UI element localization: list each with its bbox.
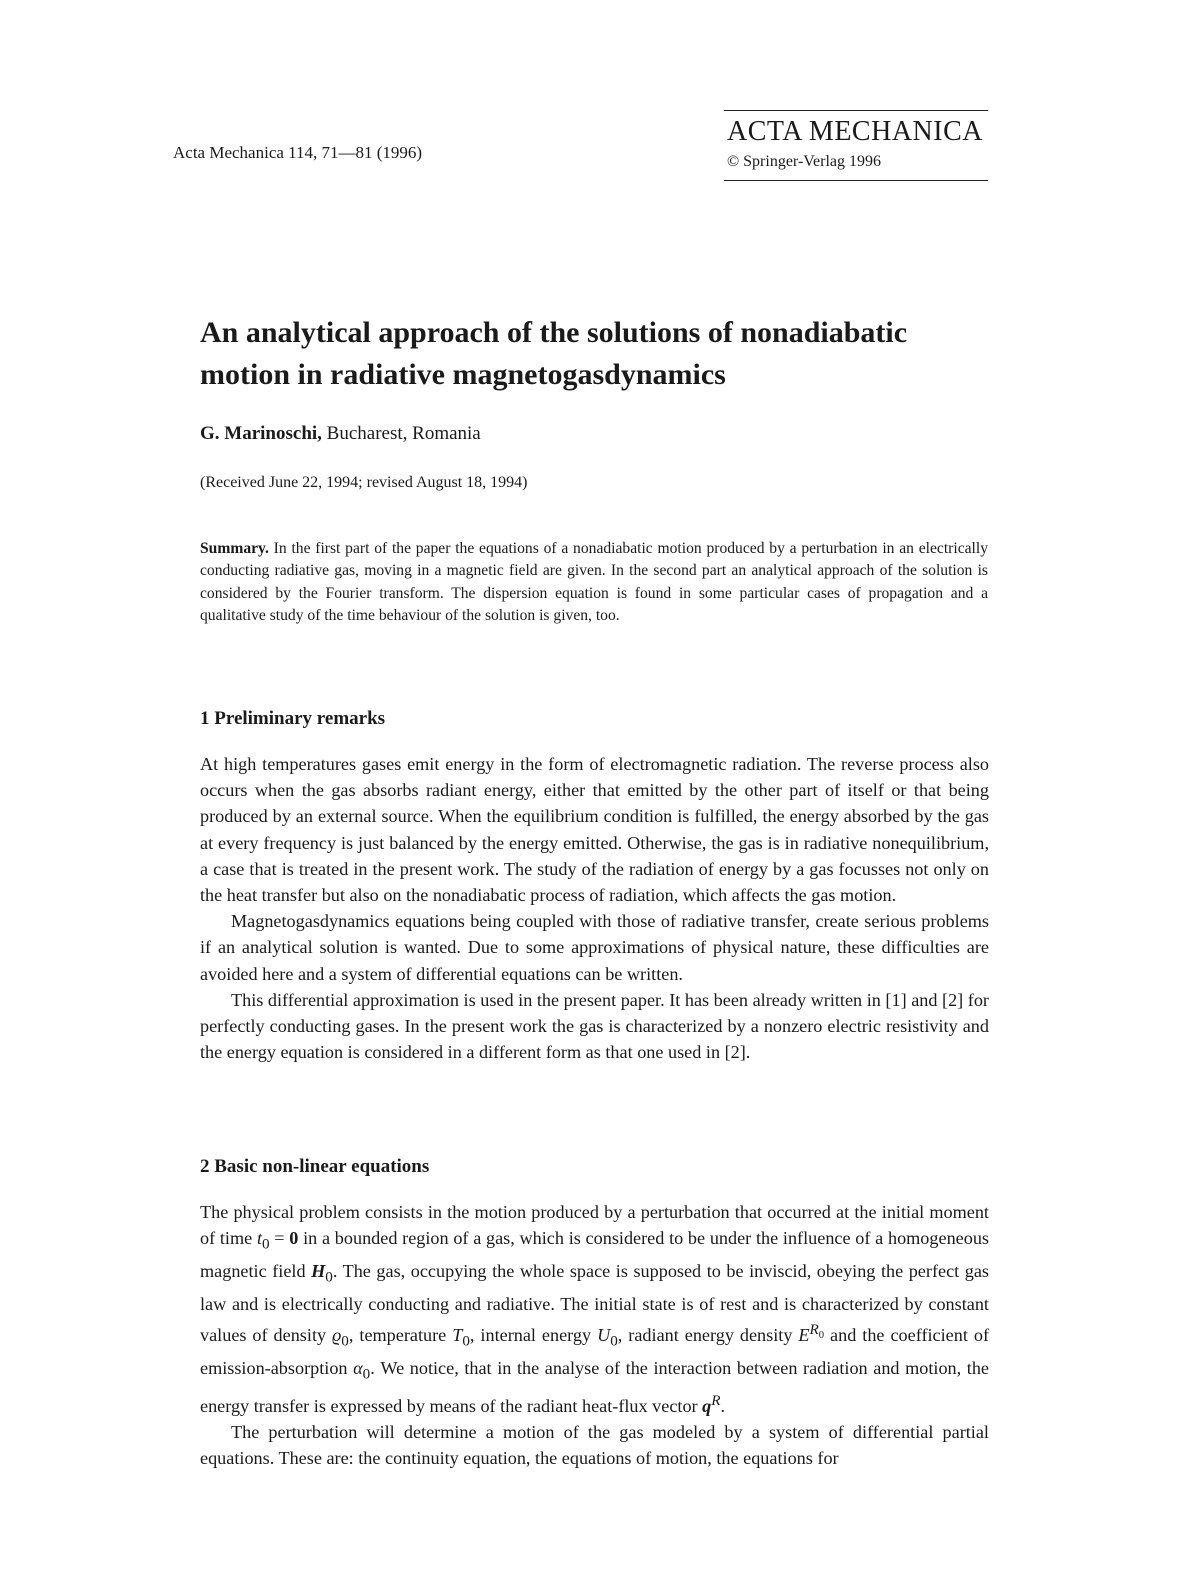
text-run: . [720, 1395, 726, 1416]
author-line [200, 423, 481, 445]
math-subscript: 0 [262, 1235, 270, 1253]
section-2-body [200, 1199, 989, 1472]
copyright-notice: © Springer-Verlag 1996 [727, 153, 882, 170]
math-subscript: 0 [362, 1365, 371, 1383]
math-symbol: U [597, 1325, 611, 1346]
summary-paragraph [200, 538, 988, 627]
summary-text: In the first part of the paper the equations of a nonadiabatic motion produced by a perturbation in an electrically conducting radiative gas, moving in a magnetic field are given. In the second part an analytical approach of the solution is considered by the Fourier transform. The dispersion equation is found in some particular cases of propagation and a qualitative study of the time behaviour of the solution is given, too. [200, 540, 988, 624]
math-symbol: H [311, 1261, 326, 1282]
math-superscript [809, 1321, 825, 1342]
author-name: G. Marinoschi, [200, 423, 322, 444]
section-1-paragraph: At high temperatures gases emit energy in the form of electromagnetic radiation. The reverse process also occurs when the gas absorbs radiant energy, either that emitted by the other part of itself or that being produced by an external source. When the equilibrium condition is fulfilled, the energy absorbed by the gas at every frequency is just balanced by the energy emitted. Otherwise, the gas is in radiative nonequilibrium, a case that is treated in the present work. The study of the radiation of energy by a gas focusses not only on the heat transfer but also on the nonadiabatic process of radiation, which affects the gas motion. [200, 754, 989, 906]
received-dates: (Received June 22, 1994; revised August 18, 1994) [200, 474, 528, 491]
math-subscript: 0 [462, 1332, 470, 1350]
math-symbol: q [702, 1395, 712, 1416]
section-1-body [200, 751, 989, 1065]
journal-name: ACTA MECHANICA [727, 116, 983, 147]
paper-title: An analytical approach of the solutions of nonadiabatic motion in radiative magnetogasdynamics [200, 316, 908, 391]
text-run: , radiant energy density [617, 1325, 799, 1346]
text-run: The physical problem consists in the motion produced by a perturbation that occurred at the initial moment of time [200, 1202, 989, 1249]
math-subscript: 0 [325, 1268, 333, 1286]
text-run: . The gas, occupying the whole space is supposed to be inviscid, obeying the perfect gas law and is electrically conducting and radiative. The initial state is of rest and is characterized by constant values of density [200, 1261, 989, 1346]
math-symbol: ϱ [332, 1325, 342, 1346]
text-run: , internal energy [469, 1325, 598, 1346]
text-run: . We notice, that in the analyse of the interaction between radiation and motion, the energy transfer is expressed by means of the radiant heat-flux vector [200, 1358, 989, 1416]
math-symbol: T [452, 1325, 463, 1346]
journal-reference: Acta Mechanica 114, 71—81 (1996) [173, 143, 423, 162]
math-symbol: 0 [289, 1228, 299, 1249]
math-subscript: 0 [610, 1332, 618, 1350]
text-run: , temperature [348, 1325, 453, 1346]
section-2-paragraph: The perturbation will determine a motion of the gas modeled by a system of differential partial equations. These are: the continuity equation, the equations of motion, the equations for [200, 1422, 989, 1469]
text-run: and the coefficient of emission-absorption [200, 1325, 990, 1378]
section-2-heading: 2 Basic non-linear equations [200, 1156, 430, 1177]
math-symbol: t [256, 1228, 262, 1249]
journal-masthead [724, 110, 988, 181]
math-subscript: 0 [818, 1330, 825, 1342]
section-1-paragraph: Magnetogasdynamics equations being coupled with those of radiative transfer, create serious problems if an analytical solution is wanted. Due to some approximations of physical nature, these difficulties are avoided here and a system of differential equations can be written. [200, 911, 989, 984]
summary-label: Summary. [200, 540, 269, 557]
math-subscript: 0 [341, 1332, 349, 1350]
math-operator: = [269, 1228, 290, 1249]
section-2-paragraph [200, 1199, 989, 1419]
math-symbol: α [353, 1358, 363, 1378]
math-superscript: R [711, 1391, 721, 1409]
author-affiliation: Bucharest, Romania [321, 423, 481, 444]
section-1-heading: 1 Preliminary remarks [200, 708, 386, 729]
text-run: in a bounded region of a gas, which is considered to be under the influence of a homogeneous magnetic field [200, 1228, 989, 1282]
math-superscript-letter: R [809, 1321, 819, 1339]
section-1-paragraph: This differential approximation is used in the present paper. It has been already written in [1] and [2] for perfectly conducting gases. In the present work the gas is characterized by a nonzero electric resistivity and the energy equation is considered in a different form as that one used in [2]. [200, 989, 989, 1063]
math-symbol: E [798, 1325, 810, 1346]
